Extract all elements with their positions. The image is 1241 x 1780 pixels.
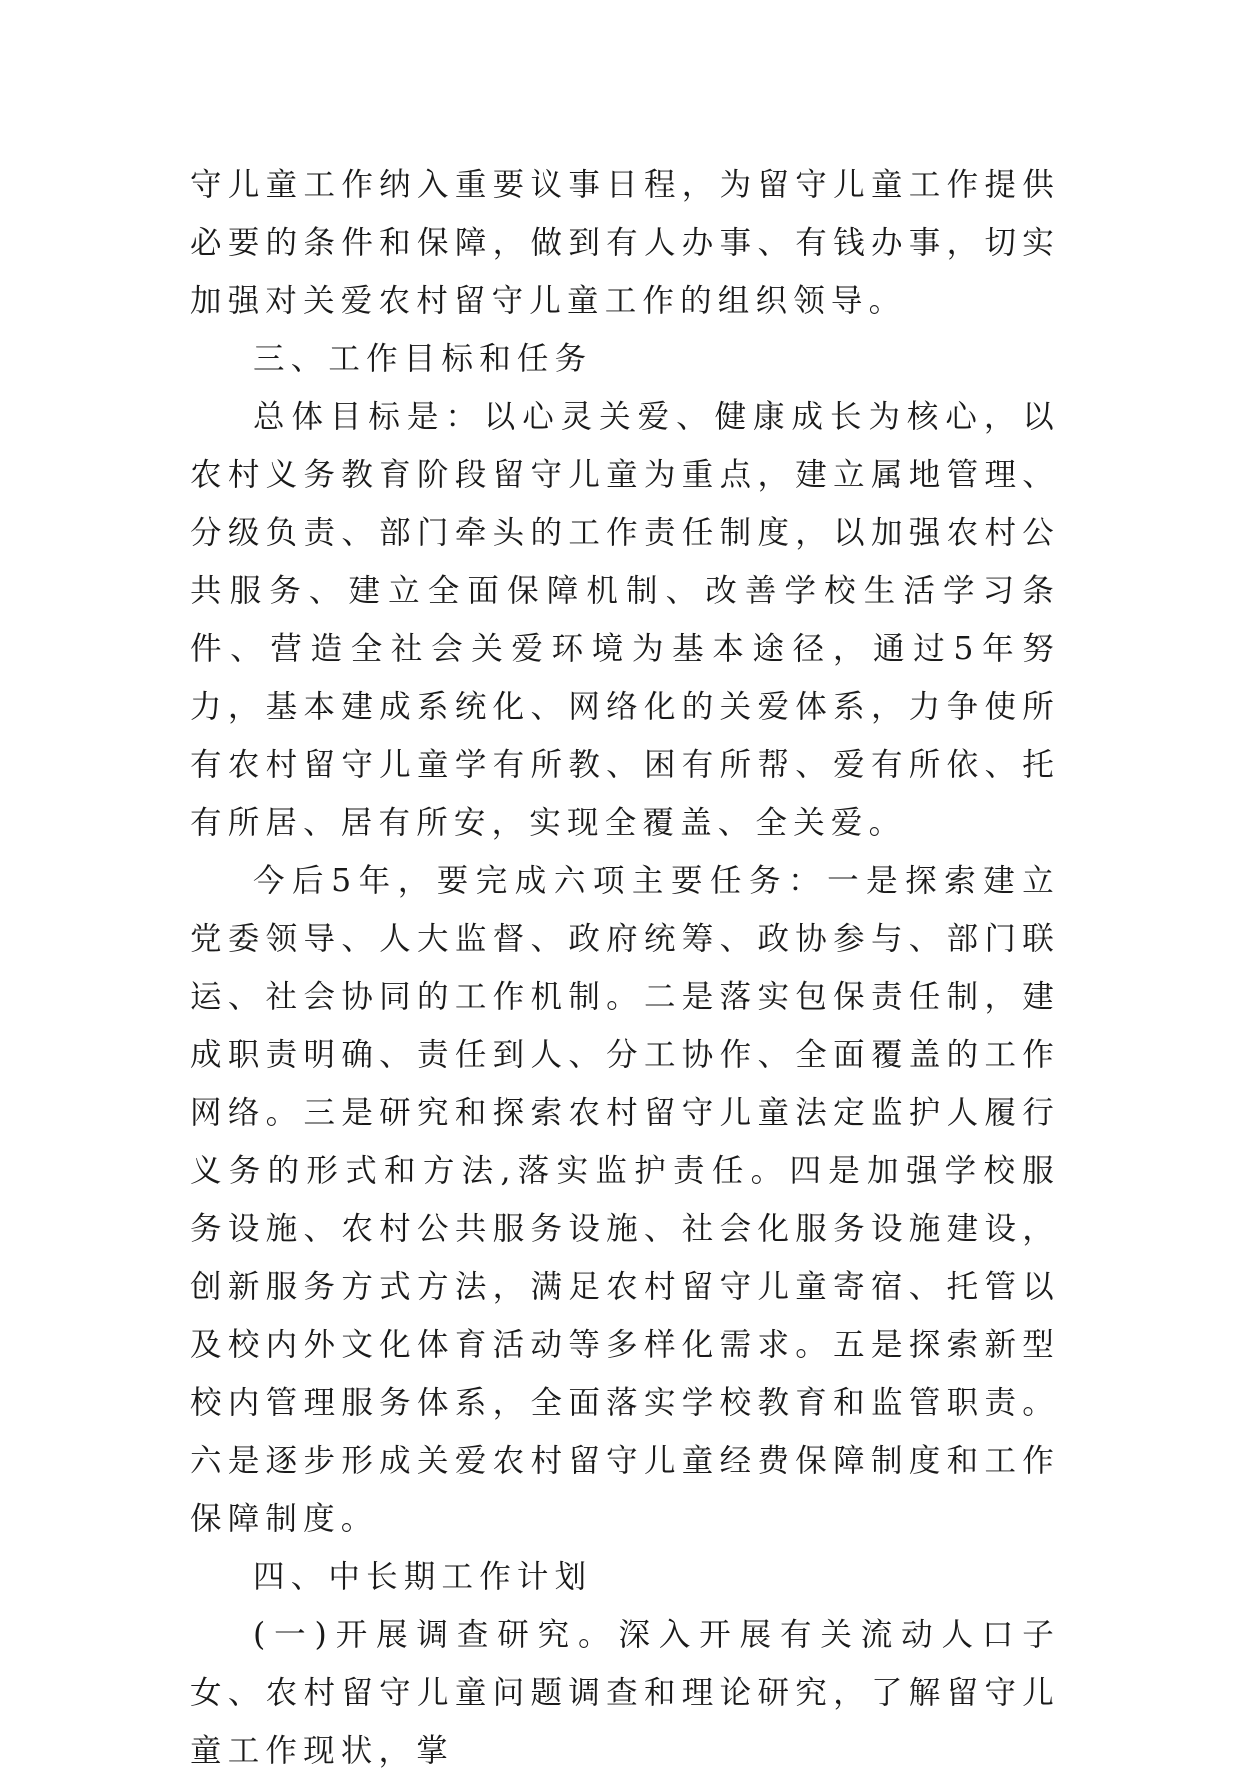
paragraph-continuation: 守儿童工作纳入重要议事日程，为留守儿童工作提供必要的条件和保障，做到有人办事、有钱办事，切实加强对关爱农村留守儿童工作的组织领导。 [190, 167, 1060, 319]
paragraph-main-tasks: 今后5年，要完成六项主要任务：一是探索建立党委领导、人大监督、政府统筹、政协参与、部门联运、社会协同的工作机制。二是落实包保责任制，建成职责明确、责任到人、分工协作、全面覆盖的工作网络。三是研究和探索农村留守儿童法定监护人履行义务的形式和方法,落实监护责任。四是加强学校服务设施、农村公共服务设施、社会化服务设施建设，创新服务方式方法，满足农村留守儿童寄宿、托管以及校内外文化体育活动等多样化需求。五是探索新型校内管理服务体系，全面落实学校教育和监管职责。六是逐步形成关爱农村留守儿童经费保障制度和工作保障制度。 [190, 863, 1060, 1537]
paragraph-overall-goal: 总体目标是：以心灵关爱、健康成长为核心，以农村义务教育阶段留守儿童为重点，建立属地管理、分级负责、部门牵头的工作责任制度，以加强农村公共服务、建立全面保障机制、改善学校生活学习条件、营造全社会关爱环境为基本途径，通过5年努力，基本建成系统化、网络化的关爱体系，力争使所有农村留守儿童学有所教、困有所帮、爱有所依、托有所居、居有所安，实现全覆盖、全关爱。 [190, 399, 1060, 841]
section-heading-3: 三、工作目标和任务 [253, 341, 593, 377]
paragraph-research: (一)开展调查研究。深入开展有关流动人口子女、农村留守儿童问题调查和理论研究，了解留守儿童工作现状，掌 [190, 1617, 1060, 1769]
section-heading-4: 四、中长期工作计划 [253, 1559, 593, 1595]
document-page [190, 156, 1060, 1780]
